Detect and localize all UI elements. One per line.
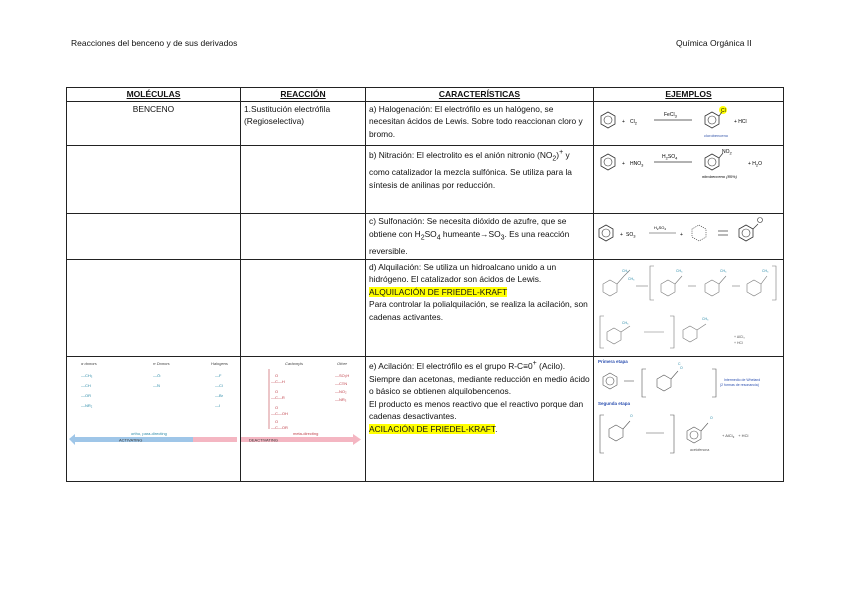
- svg-text:Cl2: $Cl_2$: [630, 118, 637, 126]
- table-header-row: [67, 88, 784, 102]
- svg-text:SO3: $SO_3$: [626, 232, 636, 239]
- svg-text:—C—R: —C—R: [271, 395, 285, 401]
- svg-text:C: C: [678, 362, 681, 367]
- svg-text:+: +: [622, 118, 625, 125]
- svg-text:ACTIVATING: ACTIVATING: [119, 437, 143, 443]
- svg-text:O: O: [275, 405, 279, 411]
- col-header-characteristics: CARACTERÍSTICAS: [366, 88, 594, 102]
- svg-text:—OR: —OR: [81, 393, 91, 399]
- alkylation-example: [594, 259, 784, 357]
- acylation-highlight: ACILACIÓN DE FRIEDEL-KRAFT: [369, 424, 496, 434]
- svg-text:O: O: [680, 366, 683, 371]
- deactivating-groups-figure: [241, 357, 364, 477]
- svg-text:CH₃: CH₃: [622, 320, 629, 325]
- svg-text:(2 formas de resonancia): (2 formas de resonancia): [720, 383, 759, 388]
- svg-text:—NO₂: —NO₂: [335, 389, 347, 395]
- sulfonation-example: [594, 214, 784, 259]
- svg-text:O: O: [275, 373, 279, 379]
- svg-text:—C≡N: —C≡N: [335, 381, 348, 387]
- svg-text:+ HCl: + HCl: [734, 340, 743, 345]
- svg-text:—Br: —Br: [215, 393, 223, 399]
- svg-text:+: +: [680, 232, 683, 239]
- sulfonation-text: c) Sulfonación: Se necesita dióxido de azufre, que se obtiene con $H_2SO_4$ $humeante\to SO_3$. Es una reacción reversible.: [366, 214, 594, 259]
- svg-text:—Ö:: —Ö:: [153, 373, 162, 379]
- nitration-text: b) Nitración: El electrolito es el anión nitronio $(NO_2)^+$ y como catalizador la mezcla sulfónica. Se utiliza para la síntesis de anilinas por reducción.: [366, 146, 594, 214]
- svg-text:Cl: Cl: [721, 107, 726, 114]
- svg-text:—CH: —CH: [81, 383, 91, 389]
- col-header-examples: EJEMPLOS: [594, 88, 784, 102]
- col-header-molecules: MOLÉCULAS: [67, 88, 241, 102]
- svg-text:DEACTIVATING: DEACTIVATING: [249, 437, 278, 443]
- svg-text:—I: —I: [215, 403, 221, 409]
- svg-text:Segunda etapa: Segunda etapa: [598, 401, 631, 407]
- substituent-table-cell: [67, 357, 241, 482]
- table-row: [67, 357, 784, 482]
- nitration-scheme: [594, 146, 782, 186]
- table-row: [67, 259, 784, 357]
- svg-text:—SO₃H: —SO₃H: [335, 373, 350, 379]
- svg-text:Intermedio de Wheland: Intermedio de Wheland: [724, 378, 761, 383]
- acylation-text: e) Acilación: El electrófilo es el grupo R-C≡0+ (Acilo). Siempre dan acetonas, mediante reducción en medio ácido o básico se obtienen alquilobencenos. El producto es menos reactivo que el reactivo porque dan cadenas desactivantes. ACILACIÓN DE FRIEDEL-KRAFT.: [366, 357, 594, 482]
- svg-text:CH₃: CH₃: [622, 268, 629, 273]
- svg-text:—F: —F: [215, 373, 222, 379]
- svg-text:σ donors: σ donors: [81, 361, 97, 367]
- table-row: [67, 101, 784, 146]
- svg-text:—C—H: —C—H: [271, 379, 285, 385]
- svg-text:O: O: [275, 389, 279, 395]
- svg-text:NO2: $NO_2$: [722, 149, 732, 156]
- sulfonation-scheme: [594, 214, 782, 254]
- svg-text:CH₃: CH₃: [628, 276, 635, 281]
- nitration-example: [594, 146, 784, 214]
- svg-text:H2SO4: $H_2SO_4$: [654, 225, 667, 232]
- svg-text:H2SO4: $H_2SO_4$: [662, 154, 678, 161]
- substituent-effects-figure: [67, 357, 239, 477]
- alkylation-scheme: [594, 260, 782, 353]
- halogenation-example: [594, 101, 784, 146]
- svg-text:Carbonyls: Carbonyls: [285, 361, 304, 367]
- acylation-example: [594, 357, 784, 482]
- svg-text:O: O: [630, 414, 633, 419]
- alkylation-text: d) Alquilación: Se utiliza un hidroalcano unido a un hidrógeno. El catalizador son ácidos de Lewis. ALQUILACIÓN DE FRIEDEL-KRAFT Para controlar la polialquilación, se realiza la acilación, son cadenas activantes.: [366, 259, 594, 357]
- svg-text:O: O: [275, 419, 279, 425]
- svg-text:Halogens: Halogens: [211, 361, 228, 367]
- svg-text:π Donors: π Donors: [153, 361, 170, 367]
- reactions-table: [66, 87, 784, 482]
- svg-text:clorobenceno: clorobenceno: [704, 132, 729, 138]
- alkylation-highlight: ALQUILACIÓN DE FRIEDEL-KRAFT: [369, 286, 508, 297]
- svg-text:—C—OR: —C—OR: [271, 425, 288, 431]
- svg-text:HNO3: $HNO_3$: [630, 161, 644, 168]
- svg-text:CH₃: CH₃: [720, 268, 727, 273]
- svg-text:CH₃: CH₃: [702, 316, 709, 321]
- svg-text:Primera etapa: Primera etapa: [598, 359, 628, 365]
- svg-text:nitrobenceno (85%): nitrobenceno (85%): [702, 174, 737, 180]
- svg-text:—NR₂: —NR₂: [81, 403, 93, 409]
- substituent-table-cell-2: [241, 357, 366, 482]
- svg-text:+ AlCl3+ HCl: + AlCl$_3$ + HCl: [722, 433, 749, 440]
- halogenation-text: a) Halogenación: El electrófilo es un halógeno, se necesitan ácidos de Lewis. Sobre todo reaccionan cloro y bromo.: [366, 101, 594, 146]
- table-row: [67, 214, 784, 259]
- svg-text:—N̈: —N̈: [153, 383, 160, 389]
- svg-text:acetofenona: acetofenona: [690, 448, 710, 453]
- reaction-cell: 1.Sustitución electrófila (Regioselectiva): [241, 101, 366, 146]
- svg-text:CH₃: CH₃: [762, 268, 769, 273]
- svg-text:—C—OH: —C—OH: [271, 411, 288, 417]
- svg-text:—CH₃: —CH₃: [81, 373, 93, 379]
- svg-text:+ H2O: + $H_2O$: [748, 161, 763, 168]
- svg-text:meta-directing: meta-directing: [293, 431, 319, 437]
- svg-text:ortho, para-directing: ortho, para-directing: [131, 431, 167, 437]
- halogenation-scheme: [594, 102, 782, 142]
- header-left: Reacciones del benceno y de sus derivados: [71, 38, 238, 48]
- molecule-cell: BENCENO: [67, 101, 241, 146]
- svg-text:—NR₃: —NR₃: [335, 397, 347, 403]
- table-row: [67, 146, 784, 214]
- svg-text:+: +: [622, 161, 625, 168]
- svg-text:+: +: [620, 232, 623, 239]
- svg-text:—Cl: —Cl: [215, 383, 223, 389]
- svg-text:CH₃: CH₃: [676, 268, 683, 273]
- svg-text:FeCl3: FeCl$_3$: [664, 111, 677, 119]
- header-right: Química Orgánica II: [676, 38, 752, 48]
- col-header-reaction: REACCIÓN: [241, 88, 366, 102]
- svg-text:Other: Other: [337, 361, 348, 367]
- svg-text:+ HCl: + HCl: [734, 118, 747, 125]
- svg-text:O: O: [710, 416, 713, 421]
- svg-text:+ AlCl₃: + AlCl₃: [734, 334, 745, 339]
- acylation-scheme: [594, 357, 782, 477]
